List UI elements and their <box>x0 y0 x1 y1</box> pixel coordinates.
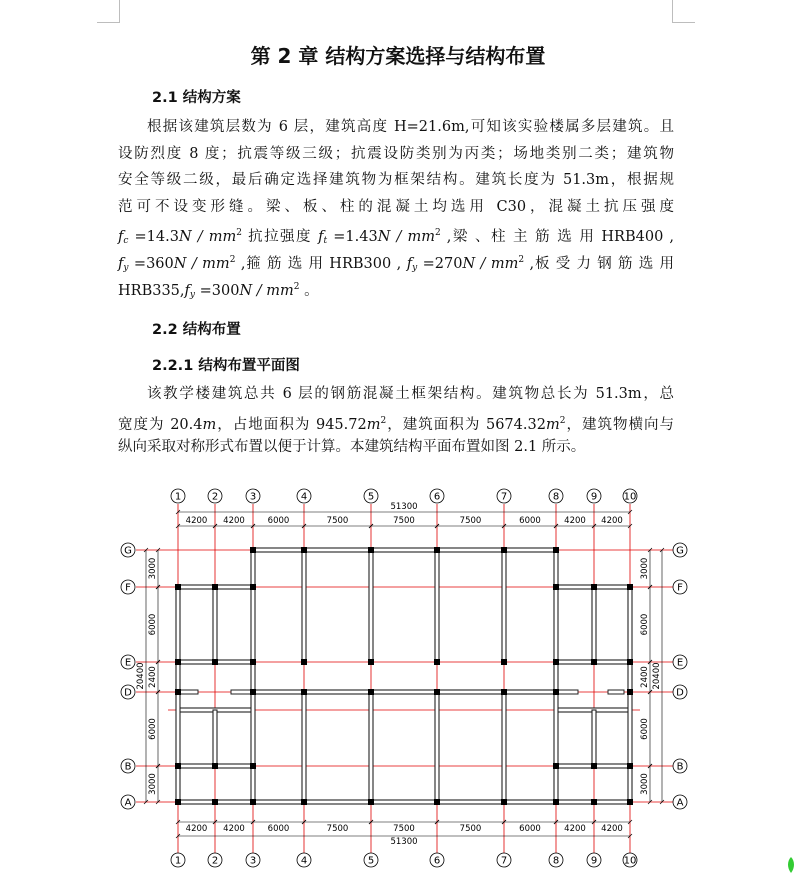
para-line: 纵向采取对称形式布置以便于计算。本建筑结构平面布置如图 2.1 所示。 <box>118 439 586 456</box>
beam-6-upper <box>435 550 439 662</box>
axis-label-bottom: 3 <box>249 855 257 867</box>
structural-plan-drawing <box>108 482 700 874</box>
section-2-2-paragraph <box>118 381 674 461</box>
beam-D-stub <box>231 690 251 694</box>
axis-label-top: 9 <box>590 491 598 503</box>
axis-label-bottom: 9 <box>590 855 598 867</box>
fy-value: 270 <box>434 255 463 272</box>
column <box>434 547 440 553</box>
dimension-label: 7500 <box>459 516 482 526</box>
axis-label-bottom: 5 <box>367 855 375 867</box>
axis-label-left: D <box>124 687 132 699</box>
width-value: 20.4 <box>170 416 203 433</box>
axis-label-top: 3 <box>249 491 257 503</box>
beam-5-upper <box>369 550 373 662</box>
axis-label-right: F <box>677 582 683 594</box>
crop-mark-top-right <box>672 0 695 23</box>
column <box>301 689 307 695</box>
beam-D-stub <box>558 690 578 694</box>
axis-label-top: 10 <box>623 491 637 503</box>
beam-7-upper <box>502 550 506 662</box>
dimension-label: 3000 <box>148 557 158 580</box>
column <box>627 689 633 695</box>
fy-value: 360 <box>146 255 174 272</box>
column <box>501 689 507 695</box>
beam-2-upper <box>213 587 217 662</box>
formula-text: 。 <box>299 282 319 299</box>
column <box>368 689 374 695</box>
subsection-heading-2-2-1: 2.2.1 结构布置平面图 <box>152 358 300 374</box>
formula-text: HRB335, <box>118 282 185 299</box>
beam-5-lower <box>369 692 373 802</box>
dimension-label: 2400 <box>640 666 650 688</box>
column <box>627 763 633 769</box>
column <box>368 659 374 665</box>
axis-label-top: 1 <box>174 491 182 503</box>
axis-label-bottom: 10 <box>623 855 637 867</box>
axis-label-left: F <box>125 582 131 594</box>
axis-label-right: B <box>676 761 684 773</box>
beam-D-center <box>253 690 556 694</box>
axis-label-bottom: 4 <box>300 855 308 867</box>
axis-label-right: A <box>676 797 684 809</box>
para-line-areas: 宽度为 20.4m，占地面积为 $945.72m^2$，建筑面积为 $5674.32m^2$，建筑物横向与 <box>118 415 675 433</box>
dimension-label: 3000 <box>640 557 650 580</box>
axis-label-bottom: 2 <box>211 855 219 867</box>
unit: N / mm <box>462 255 519 272</box>
dimension-label: 4200 <box>185 824 208 834</box>
beam-7-lower <box>502 692 506 802</box>
column <box>501 659 507 665</box>
axis-label-top: 4 <box>300 491 308 503</box>
formula-text: 抗拉强度 <box>241 229 319 246</box>
beam-4-upper <box>302 550 306 662</box>
beam-A <box>178 800 630 804</box>
column <box>553 689 559 695</box>
axis-label-bottom: 7 <box>500 855 508 867</box>
column <box>212 584 218 590</box>
column <box>250 547 256 553</box>
column <box>301 799 307 805</box>
dimension-label: 20400 <box>136 662 146 690</box>
formula-text: ,板 受 力 钢 筋 选 用 <box>524 255 675 272</box>
axis-label-bottom: 8 <box>552 855 560 867</box>
column <box>301 659 307 665</box>
formula-text: ,梁 、柱 主 筋 选 用 HRB400 , <box>440 229 675 246</box>
section-2-1-paragraph <box>118 114 674 300</box>
leaf-icon <box>786 856 796 874</box>
dimension-label: 4200 <box>223 824 245 834</box>
ft-value: 1.43 <box>345 229 378 246</box>
para-line: 安全等级二级，最后确定选择建筑物为框架结构。建筑长度为 51.3m，根据规 <box>118 172 674 189</box>
dimension-label: 4200 <box>601 824 623 834</box>
dimension-label: 4200 <box>185 516 208 526</box>
beam-9-lower <box>592 710 596 766</box>
para-line: 设防烈度 8 度；抗震等级三级；抗震设防类别为丙类；场地类别二类；建筑物 <box>118 145 674 162</box>
dimension-label: 4200 <box>564 516 586 526</box>
column <box>627 584 633 590</box>
column <box>212 763 218 769</box>
column <box>434 659 440 665</box>
dimension-label: 51300 <box>390 837 418 847</box>
axis-label-bottom: 6 <box>433 855 441 867</box>
unit: N / mm <box>377 229 435 246</box>
dimension-label: 6000 <box>148 613 158 636</box>
axis-label-left: A <box>124 797 132 809</box>
unit: N / mm <box>178 229 237 246</box>
dimension-label: 7500 <box>326 516 349 526</box>
column <box>591 659 597 665</box>
column <box>175 659 181 665</box>
para-line: 该教学楼建筑总共 6 层的钢筋混凝土框架结构。建筑物总长为 51.3m，总 <box>147 386 674 402</box>
column <box>250 584 256 590</box>
crop-mark-top-left <box>97 0 120 23</box>
unit: N / mm <box>173 255 230 272</box>
column <box>501 799 507 805</box>
axis-label-left: E <box>124 657 132 669</box>
dimension-label: 20400 <box>652 662 662 690</box>
column <box>301 547 307 553</box>
column <box>368 799 374 805</box>
axis-label-top: 8 <box>552 491 560 503</box>
dimension-label: 6000 <box>267 824 290 834</box>
beam-6-lower <box>435 692 439 802</box>
column <box>553 799 559 805</box>
column <box>212 659 218 665</box>
column <box>553 547 559 553</box>
dimension-label: 51300 <box>390 502 418 512</box>
fc-value: 14.3 <box>146 229 179 246</box>
dimension-label: 7500 <box>326 824 349 834</box>
column <box>627 799 633 805</box>
dimension-label: 6000 <box>267 516 290 526</box>
dimension-label: 3000 <box>640 773 650 795</box>
column <box>250 689 256 695</box>
column <box>553 584 559 590</box>
column <box>501 547 507 553</box>
beam-4-lower <box>302 692 306 802</box>
axis-label-top: 7 <box>500 491 508 503</box>
column <box>553 763 559 769</box>
formula-line-2: $f_y =360N / mm^2$ ,箍 筋 选 用 HRB300 , $f_y =270N / mm^2$ ,板 受 力 钢 筋 选 用 <box>118 254 675 273</box>
dimension-label: 6000 <box>640 718 650 740</box>
axis-label-top: 5 <box>367 491 375 503</box>
beam-G <box>253 548 556 552</box>
column <box>434 799 440 805</box>
dimension-label: 3000 <box>148 773 158 795</box>
dimension-label: 6000 <box>148 718 158 740</box>
dimension-label: 4200 <box>564 824 586 834</box>
para-line: 范可不设变形缝。梁、板、柱的混凝土均选用 C30，混凝土抗压强度 <box>118 198 674 215</box>
column <box>627 659 633 665</box>
column <box>250 659 256 665</box>
column <box>175 584 181 590</box>
para-line: 根据该建筑层数为 6 层，建筑高度 H=21.6m,可知该实验楼属多层建筑。且 <box>147 119 674 135</box>
axis-label-right: E <box>676 657 684 669</box>
axis-label-top: 2 <box>211 491 219 503</box>
fy-value: 300 <box>211 282 240 299</box>
dimension-label: 7500 <box>393 516 415 526</box>
column <box>591 799 597 805</box>
section-heading-2-2: 2.2 结构布置 <box>152 322 241 338</box>
section-heading-2-1: 2.1 结构方案 <box>152 90 241 106</box>
axis-label-top: 6 <box>433 491 441 503</box>
column <box>553 659 559 665</box>
dimension-label: 4200 <box>601 516 623 526</box>
unit: N / mm <box>239 282 294 299</box>
dimension-label: 6000 <box>519 516 541 526</box>
formula-line-1: $f_c =14.3N / mm^2$ 抗拉强度 $f_t =1.43N / mm^2$ ,梁 、柱 主 筋 选 用 HRB400 , <box>118 228 675 247</box>
column <box>175 763 181 769</box>
beam-9-upper <box>592 587 596 662</box>
dimension-label: 6000 <box>640 613 650 636</box>
axis-label-left: G <box>124 545 132 557</box>
axis-label-bottom: 1 <box>174 855 182 867</box>
column <box>368 547 374 553</box>
column <box>434 689 440 695</box>
column <box>591 763 597 769</box>
formula-text: ,箍 筋 选 用 HRB300 , <box>235 255 402 272</box>
chapter-title: 第 2 章 结构方案选择与结构布置 <box>250 44 546 68</box>
axis-label-left: B <box>124 761 132 773</box>
axis-label-right: G <box>676 545 684 557</box>
formula-line-3: $HRB335,f_y =300N / mm^2$ 。 <box>118 281 319 300</box>
beam-2-lower <box>213 710 217 766</box>
dimension-label: 2400 <box>148 666 158 688</box>
axis-label-right: D <box>676 687 684 699</box>
column <box>250 763 256 769</box>
column <box>175 799 181 805</box>
dimension-label: 7500 <box>459 824 482 834</box>
column <box>212 799 218 805</box>
column <box>591 584 597 590</box>
floor-area-value: 5674.32 <box>485 416 546 433</box>
beam-D-stub <box>608 690 624 694</box>
column <box>175 689 181 695</box>
dimension-label: 7500 <box>393 824 415 834</box>
column <box>250 799 256 805</box>
dimension-label: 4200 <box>223 516 245 526</box>
land-area-value: 945.72 <box>315 416 367 433</box>
dimension-label: 6000 <box>519 824 541 834</box>
